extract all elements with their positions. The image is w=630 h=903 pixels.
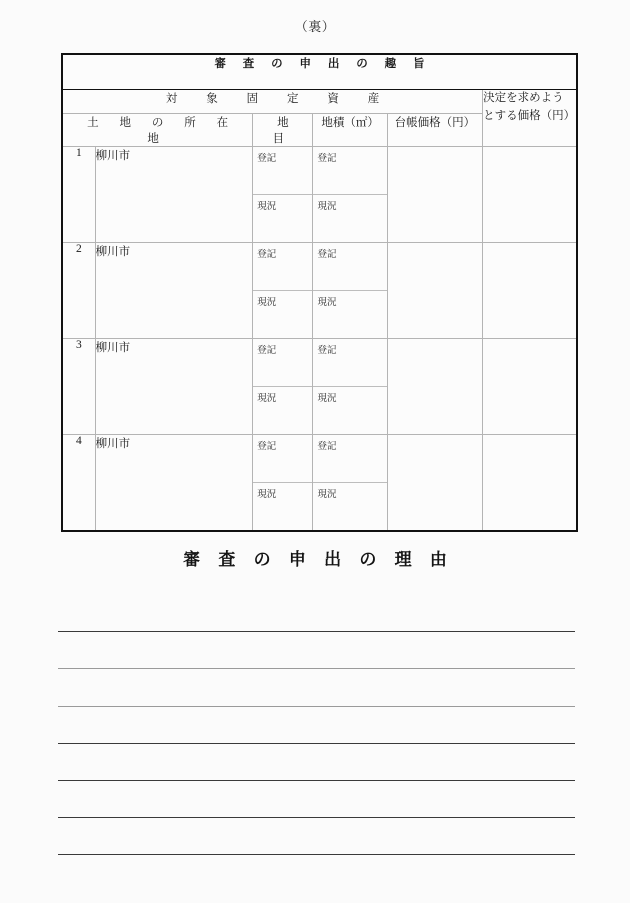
requested-price-label-line1: 決定を求めよう (483, 92, 564, 104)
row-number: 1 (62, 147, 95, 243)
reason-line[interactable] (58, 707, 575, 744)
area-registered-input[interactable]: 登記 (313, 435, 386, 483)
address-input-cell[interactable]: 柳川市 (95, 243, 253, 339)
land-category-cell (253, 243, 313, 339)
ledger-price-input[interactable] (387, 243, 482, 339)
area-registered-input[interactable]: 登記 (313, 339, 386, 387)
requested-price-input[interactable] (483, 435, 577, 532)
page-side-marker: （裏） (294, 19, 336, 34)
requested-price-input[interactable] (483, 339, 577, 435)
address-input-cell[interactable]: 柳川市 (95, 339, 253, 435)
reason-line[interactable] (58, 781, 575, 818)
area-actual-input[interactable]: 現況 (317, 394, 337, 404)
column-header-land-category: 地 目 (253, 114, 313, 147)
reason-line[interactable] (58, 744, 575, 781)
land-category-actual-input[interactable]: 現況 (257, 298, 277, 308)
land-category-cell (253, 339, 313, 435)
assessment-subject-table (61, 53, 578, 532)
form-title: 審 査 の 申 出 の 趣 旨 (62, 54, 577, 90)
area-registered-input[interactable]: 登記 (313, 243, 386, 291)
land-category-registered-input[interactable]: 登記 (253, 243, 312, 291)
column-header-ledger-price: 台帳価格（円） (387, 114, 482, 147)
land-category-actual-input[interactable]: 現況 (257, 394, 277, 404)
address-input-cell[interactable]: 柳川市 (95, 147, 253, 243)
area-actual-input[interactable]: 現況 (317, 202, 337, 212)
reason-section-title: 審 査 の 申 出 の 理 由 (183, 550, 454, 569)
area-cell (313, 339, 387, 435)
address-input-cell[interactable]: 柳川市 (95, 435, 253, 532)
land-category-actual-input[interactable]: 現況 (257, 490, 277, 500)
requested-price-label-line2: とする価格（円） (483, 109, 576, 122)
ledger-price-input[interactable] (387, 435, 482, 532)
row-number: 3 (62, 339, 95, 435)
row-number: 2 (62, 243, 95, 339)
land-category-cell (253, 435, 313, 532)
reason-line[interactable] (58, 595, 575, 632)
reason-line[interactable] (58, 632, 575, 669)
area-actual-input[interactable]: 現況 (317, 298, 337, 308)
area-cell (313, 243, 387, 339)
table-row (62, 435, 577, 532)
column-header-area: 地積（㎡） (313, 114, 387, 147)
reason-writing-lines (58, 595, 575, 855)
reason-line[interactable] (58, 818, 575, 855)
ledger-price-input[interactable] (387, 339, 482, 435)
group-header-target-fixed-assets: 対 象 固 定 資 産 (62, 90, 483, 114)
land-category-registered-input[interactable]: 登記 (253, 339, 312, 387)
land-category-registered-input[interactable]: 登記 (253, 435, 312, 483)
requested-price-input[interactable] (483, 147, 577, 243)
area-cell (313, 435, 387, 532)
requested-price-input[interactable] (483, 243, 577, 339)
reason-line[interactable] (58, 669, 575, 706)
land-category-cell (253, 147, 313, 243)
land-category-registered-input[interactable]: 登記 (253, 147, 312, 195)
table-row (62, 243, 577, 339)
area-actual-input[interactable]: 現況 (317, 490, 337, 500)
area-cell (313, 147, 387, 243)
table-group-header-row (62, 90, 577, 114)
column-header-requested-price (483, 90, 577, 147)
area-registered-input[interactable]: 登記 (313, 147, 386, 195)
table-row (62, 339, 577, 435)
row-number: 4 (62, 435, 95, 532)
ledger-price-input[interactable] (387, 147, 482, 243)
column-header-location: 土 地 の 所 在 地 (62, 114, 253, 147)
land-category-actual-input[interactable]: 現況 (257, 202, 277, 212)
table-row (62, 147, 577, 243)
table-title-row (62, 54, 577, 90)
